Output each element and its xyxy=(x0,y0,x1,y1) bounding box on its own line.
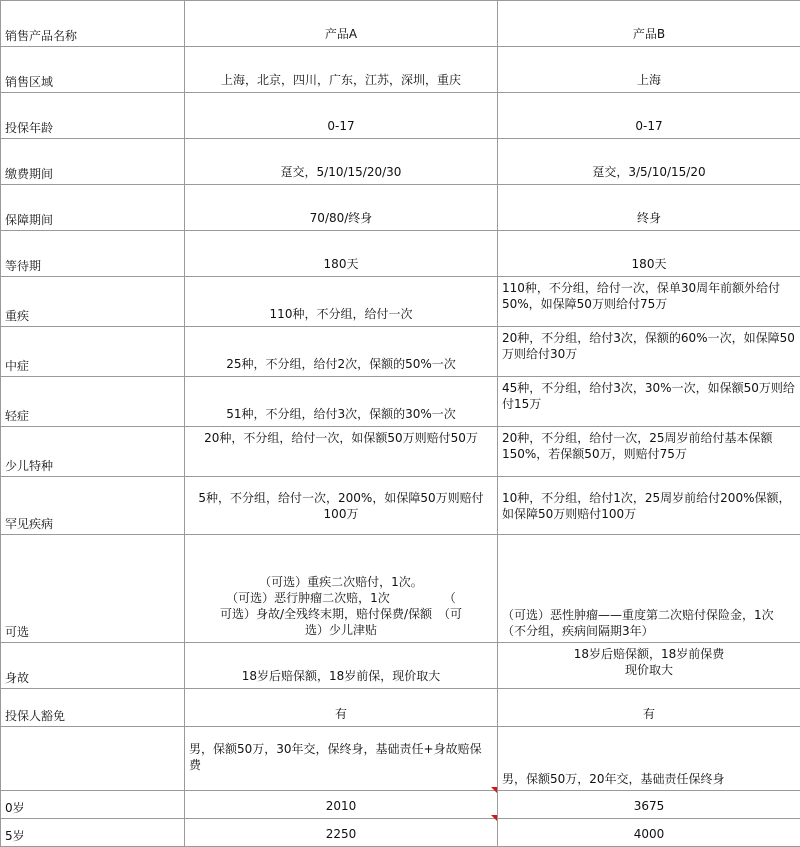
cell-product-a[interactable]: 25种，不分组，给付2次，保额的50%一次 xyxy=(185,327,498,377)
death-line: 现价取大 xyxy=(502,662,796,678)
cell-product-a[interactable]: 0-17 xyxy=(185,93,498,139)
row-label[interactable]: 投保人豁免 xyxy=(1,689,185,727)
row-label[interactable]: 保障期间 xyxy=(1,185,185,231)
table-row xyxy=(1,477,800,535)
optional-line: 选）少儿津贴 xyxy=(189,622,493,638)
cell-product-a[interactable]: 上海，北京，四川，广东，江苏，深圳，重庆 xyxy=(185,47,498,93)
table-row xyxy=(1,427,800,477)
cell-product-b[interactable]: 4000 xyxy=(498,819,800,847)
row-label[interactable]: 0岁 xyxy=(1,791,185,819)
table-row xyxy=(1,47,800,93)
header-label[interactable]: 销售产品名称 xyxy=(1,1,185,47)
cell-product-b[interactable]: 45种，不分组，给付3次，30%一次，如保额50万则给付15万 xyxy=(498,377,800,427)
cell-product-b[interactable]: （可选）恶性肿瘤——重度第二次赔付保险金，1次（不分组，疾病间隔期3年） xyxy=(498,535,800,643)
table-row xyxy=(1,643,800,689)
row-label[interactable]: 罕见疾病 xyxy=(1,477,185,535)
cell-product-a[interactable]: 18岁后赔保额，18岁前保，现价取大 xyxy=(185,643,498,689)
row-label[interactable]: 重疾 xyxy=(1,277,185,327)
death-line: 18岁后赔保额，18岁前保费 xyxy=(502,646,796,662)
table-row xyxy=(1,231,800,277)
row-label[interactable]: 轻症 xyxy=(1,377,185,427)
optional-line: （可选）重疾二次赔付，1次。 xyxy=(189,574,493,590)
table-row xyxy=(1,377,800,427)
row-label[interactable]: 5岁 xyxy=(1,819,185,847)
table-row xyxy=(1,185,800,231)
header-row xyxy=(1,1,800,47)
table-row xyxy=(1,327,800,377)
table-row xyxy=(1,277,800,327)
cell-product-a[interactable]: 趸交，5/10/15/20/30 xyxy=(185,139,498,185)
table-row xyxy=(1,139,800,185)
table-row xyxy=(1,689,800,727)
row-label[interactable] xyxy=(1,727,185,791)
cell-product-b[interactable]: 20种，不分组，给付3次，保额的60%一次，如保障50万则给付30万 xyxy=(498,327,800,377)
cell-product-a[interactable] xyxy=(185,535,498,643)
optional-line: （可选）恶行肿瘤二次赔，1次 （ xyxy=(189,590,493,606)
cell-product-a[interactable]: 51种，不分组，给付3次，保额的30%一次 xyxy=(185,377,498,427)
cell-product-a[interactable]: 20种，不分组，给付一次，如保额50万则赔付50万 xyxy=(185,427,498,477)
cell-product-a[interactable]: 5种，不分组，给付一次，200%，如保障50万则赔付100万 xyxy=(185,477,498,535)
cell-product-b[interactable]: 0-17 xyxy=(498,93,800,139)
cell-product-b[interactable]: 有 xyxy=(498,689,800,727)
table-row xyxy=(1,819,800,847)
row-label[interactable]: 少儿特种 xyxy=(1,427,185,477)
cell-product-a[interactable]: 有 xyxy=(185,689,498,727)
row-label[interactable]: 身故 xyxy=(1,643,185,689)
row-label[interactable]: 可选 xyxy=(1,535,185,643)
cell-product-b[interactable]: 趸交，3/5/10/15/20 xyxy=(498,139,800,185)
cell-product-a[interactable]: 70/80/终身 xyxy=(185,185,498,231)
cell-product-b[interactable]: 3675 xyxy=(498,791,800,819)
cell-product-b[interactable]: 上海 xyxy=(498,47,800,93)
cell-product-b[interactable]: 20种，不分组，给付一次，25周岁前给付基本保额150%，若保额50万，则赔付75万 xyxy=(498,427,800,477)
cell-product-b[interactable]: 男，保额50万，20年交，基础责任保终身 xyxy=(498,727,800,791)
row-label[interactable]: 缴费期间 xyxy=(1,139,185,185)
optional-line: 可选）身故/全残终末期，赔付保费/保额 （可 xyxy=(189,606,493,622)
row-label[interactable]: 投保年龄 xyxy=(1,93,185,139)
cell-product-b[interactable]: 终身 xyxy=(498,185,800,231)
comment-marker-icon[interactable] xyxy=(491,787,497,793)
cell-product-b[interactable] xyxy=(498,643,800,689)
cell-product-b[interactable]: 180天 xyxy=(498,231,800,277)
row-label[interactable]: 销售区域 xyxy=(1,47,185,93)
table-row xyxy=(1,535,800,643)
row-label[interactable]: 中症 xyxy=(1,327,185,377)
table-row xyxy=(1,93,800,139)
header-product-a[interactable]: 产品A xyxy=(185,1,498,47)
cell-product-a[interactable]: 2250 xyxy=(185,819,498,847)
comment-marker-icon[interactable] xyxy=(491,815,497,821)
row-label[interactable]: 等待期 xyxy=(1,231,185,277)
cell-product-a[interactable]: 男，保额50万，30年交，保终身，基础责任+身故赔保费 xyxy=(185,727,498,791)
cell-product-b[interactable]: 10种，不分组，给付1次，25周岁前给付200%保额，如保障50万则赔付100万 xyxy=(498,477,800,535)
cell-product-a[interactable]: 2010 xyxy=(185,791,498,819)
table-row xyxy=(1,791,800,819)
cell-product-b[interactable]: 110种，不分组，给付一次，保单30周年前额外给付50%，如保障50万则给付75万 xyxy=(498,277,800,327)
cell-product-a[interactable]: 110种，不分组，给付一次 xyxy=(185,277,498,327)
cell-product-a[interactable]: 180天 xyxy=(185,231,498,277)
header-product-b[interactable]: 产品B xyxy=(498,1,800,47)
table-row xyxy=(1,727,800,791)
